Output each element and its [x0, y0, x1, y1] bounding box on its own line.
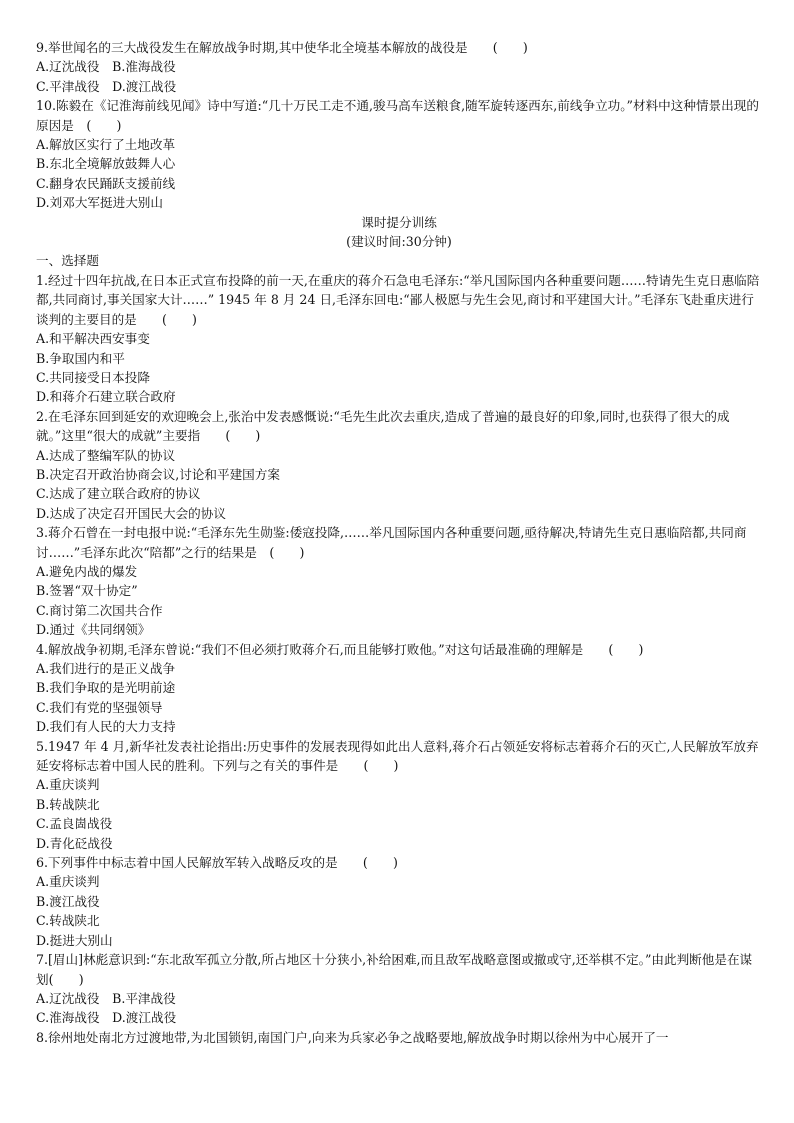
question-stem: 6.下列事件中标志着中国人民解放军转入战略反攻的是 ( ): [36, 855, 398, 871]
answer-option: D.和蒋介石建立联合政府: [36, 389, 176, 405]
answer-option: B.东北全境解放鼓舞人心: [36, 156, 176, 172]
question-block: [36, 271, 762, 407]
answer-option: D.刘邓大军挺进大别山: [36, 195, 163, 211]
answer-option: A.辽沈战役 B.淮海战役: [36, 59, 176, 75]
question-stem: 3.蒋介石曾在一封电报中说:“毛泽东先生勋鉴:倭寇投降,……举凡国际国内各种重要问题,亟待解决,特请先生克日惠临陪都,共同商讨……”毛泽东此次“陪都”之行的结果是 ( ): [36, 525, 747, 560]
answer-option: C.共同接受日本投降: [36, 369, 150, 385]
question-stem: 2.在毛泽东回到延安的欢迎晚会上,张治中发表感慨说:“毛先生此次去重庆,造成了普遍的最良好的印象,同时,也获得了很大的成就。”这里“很大的成就”主要指 ( ): [36, 408, 730, 444]
section-subtitle: (建议时间:30分钟): [346, 234, 452, 250]
question-stem: 4.解放战争初期,毛泽东曾说:“我们不但必须打败蒋介石,而且能够打败他。”对这句话最准确的理解是 ( ): [36, 641, 644, 657]
answer-option: A.和平解决西安事变: [36, 331, 150, 347]
answer-option: C.达成了建立联合政府的协议: [36, 486, 201, 502]
answer-option: D.达成了决定召开国民大会的协议: [36, 505, 226, 521]
question-block: [36, 407, 762, 523]
answer-option: A.我们进行的是正义战争: [36, 661, 176, 676]
question-stem: 8.徐州地处南北方过渡地带,为北国锁钥,南国门户,向来为兵家必争之战略要地,解放战争时期以徐州为中心展开了一: [36, 1029, 669, 1045]
answer-option: A.重庆谈判: [36, 777, 100, 793]
question-block: [36, 523, 762, 639]
part-heading: 一、选择题: [36, 253, 99, 269]
section-title: 课时提分训练: [361, 214, 437, 230]
worksheet-page: [36, 38, 762, 1047]
answer-option: B.争取国内和平: [36, 350, 125, 366]
question-stem: 10.陈毅在《记淮海前线见闻》诗中写道:“几十万民工走不通,骏马高车送粮食,随军旋转逐西东,前线争立功。”材料中这种情景出现的原因是 ( ): [36, 98, 759, 133]
question-stem: 5.1947 年 4 月,新华社发表社论指出:历史事件的发展表现得如此出人意料,蒋介石占领延安将标志着蒋介石的灭亡,人民解放军放弃延安将标志着中国人民的胜利。下列与之有关的事件是 ( ): [36, 738, 759, 774]
answer-option: B.转战陕北: [36, 796, 100, 812]
answer-option: C.孟良崮战役: [36, 816, 113, 832]
answer-option: A.辽沈战役 B.平津战役: [36, 990, 176, 1006]
question-stem: 1.经过十四年抗战,在日本正式宣布投降的前一天,在重庆的蒋介石急电毛泽东:“举凡国际国内各种重要问题……特请先生克日惠临陪都,共同商讨,事关国家大计……” 1945 年 8 月 24 日,毛泽东回电:“鄙人极愿与先生会见,商讨和平建国大计。”毛泽东飞赴重庆进行谈判的主要目的是 ( ): [36, 272, 760, 327]
answer-option: A.重庆谈判: [36, 874, 100, 890]
answer-option: C.翻身农民踊跃支援前线: [36, 175, 176, 191]
question-block: [36, 950, 762, 1028]
answer-option: C.平津战役 D.渡江战役: [36, 78, 177, 94]
question-block: [36, 1028, 762, 1047]
answer-option: A.避免内战的爆发: [36, 563, 138, 579]
answer-option: C.淮海战役 D.渡江战役: [36, 1010, 177, 1026]
answer-option: D.青化砭战役: [36, 835, 113, 851]
answer-option: A.达成了整编军队的协议: [36, 447, 176, 463]
question-stem: 7.[眉山]林彪意识到:“东北敌军孤立分散,所占地区十分狭小,补给困难,而且敌军战略意图或撤或守,还举棋不定。”由此判断他是在谋划( ): [36, 952, 753, 987]
question-block: [36, 96, 762, 212]
answer-option: B.渡江战役: [36, 893, 100, 909]
answer-option: C.转战陕北: [36, 913, 100, 929]
answer-option: D.挺进大别山: [36, 932, 113, 948]
question-stem: 9.举世闻名的三大战役发生在解放战争时期,其中使华北全境基本解放的战役是 ( ): [36, 40, 528, 55]
answer-option: C.我们有党的坚强领导: [36, 699, 163, 715]
answer-option: C.商讨第二次国共合作: [36, 602, 163, 618]
question-block: [36, 737, 762, 853]
question-block: [36, 38, 762, 96]
question-block: [36, 640, 762, 737]
answer-option: D.我们有人民的大力支持: [36, 719, 176, 735]
answer-option: B.签署“双十协定”: [36, 583, 138, 599]
answer-option: B.决定召开政治协商会议,讨论和平建国方案: [36, 466, 280, 482]
answer-option: A.解放区实行了土地改革: [36, 137, 176, 153]
answer-option: D.通过《共同纲领》: [36, 622, 151, 638]
answer-option: B.我们争取的是光明前途: [36, 680, 176, 696]
question-block: [36, 853, 762, 950]
